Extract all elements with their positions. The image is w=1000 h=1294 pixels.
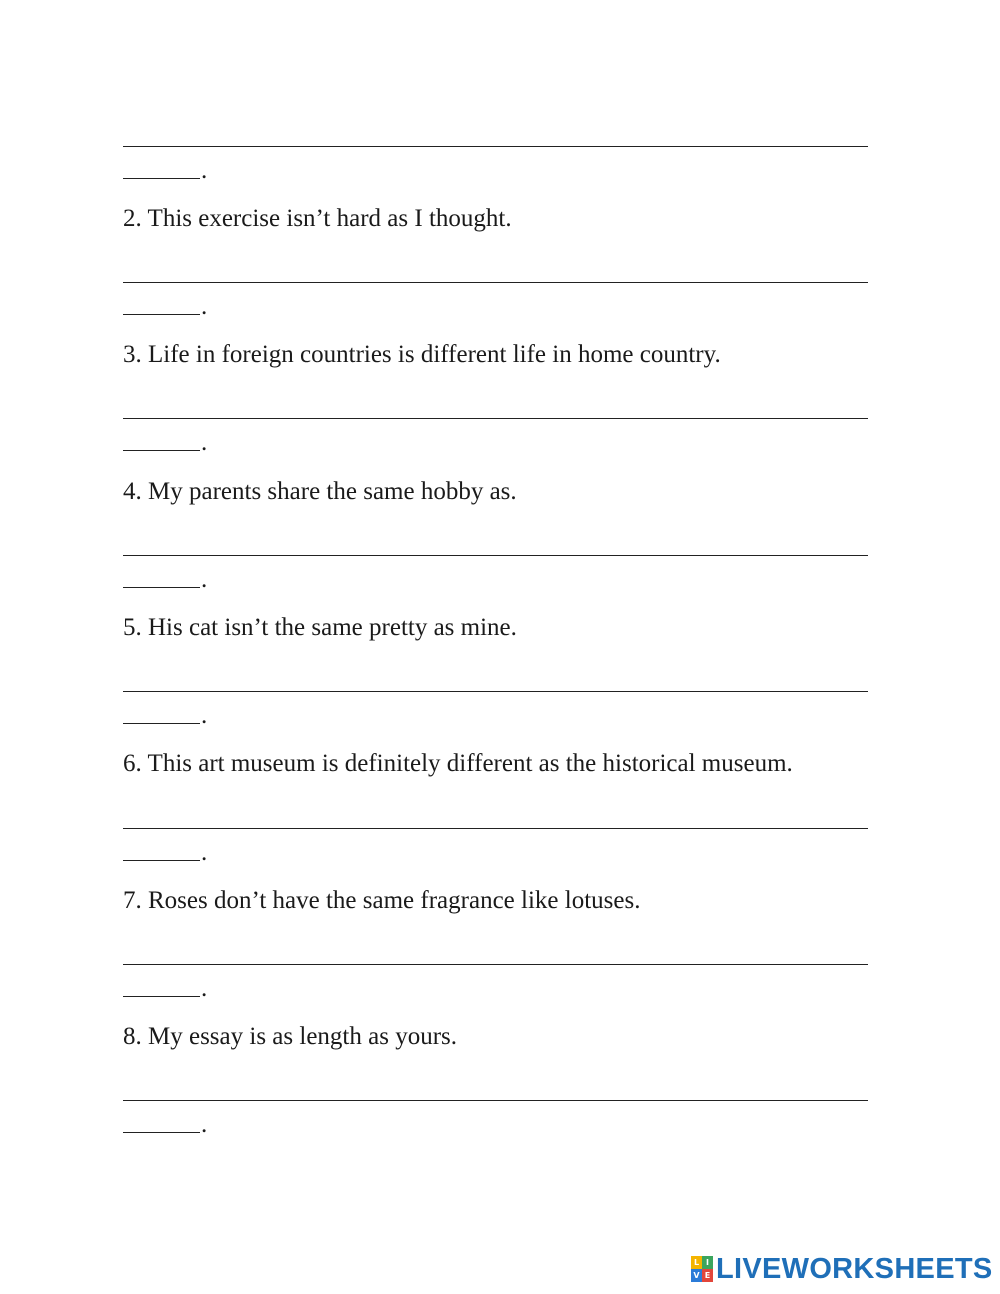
answer-line-2[interactable] (123, 282, 868, 283)
line-end-period: . (201, 1111, 208, 1138)
answer-line-5-end[interactable] (123, 702, 208, 729)
answer-line-6-end[interactable] (123, 839, 208, 866)
answer-line-7[interactable] (123, 964, 868, 965)
line-end-period: . (201, 566, 208, 593)
answer-line-3[interactable] (123, 418, 868, 419)
answer-line-4-end[interactable] (123, 566, 208, 593)
liveworksheets-logo (691, 1254, 993, 1284)
answer-line-1-end[interactable] (123, 157, 208, 184)
answer-line-5[interactable] (123, 691, 868, 692)
question-8: 8. My essay is as length as yours. (123, 1023, 457, 1050)
line-end-period: . (201, 975, 208, 1002)
answer-line-8[interactable] (123, 1100, 868, 1101)
line-end-period: . (201, 293, 208, 320)
answer-line-6[interactable] (123, 828, 868, 829)
line-end-period: . (201, 157, 208, 184)
answer-line-2-end[interactable] (123, 293, 208, 320)
question-4: 4. My parents share the same hobby as. (123, 478, 517, 505)
answer-line-7-end[interactable] (123, 975, 208, 1002)
question-5: 5. His cat isn’t the same pretty as mine. (123, 614, 517, 641)
question-2: 2. This exercise isn’t hard as I thought. (123, 205, 512, 232)
answer-line-8-end[interactable] (123, 1111, 208, 1138)
line-end-period: . (201, 429, 208, 456)
answer-line-1[interactable] (123, 146, 868, 147)
question-7: 7. Roses don’t have the same fragrance like lotuses. (123, 887, 641, 914)
question-3: 3. Life in foreign countries is different life in home country. (123, 341, 721, 368)
line-end-period: . (201, 702, 208, 729)
line-end-period: . (201, 839, 208, 866)
answer-line-3-end[interactable] (123, 429, 208, 456)
answer-line-4[interactable] (123, 555, 868, 556)
logo-text: LIVEWORKSHEETS (716, 1253, 993, 1285)
question-6: 6. This art museum is definitely different as the historical museum. (123, 750, 793, 777)
liveworksheets-logo-mark-icon: L I V E (691, 1256, 713, 1282)
